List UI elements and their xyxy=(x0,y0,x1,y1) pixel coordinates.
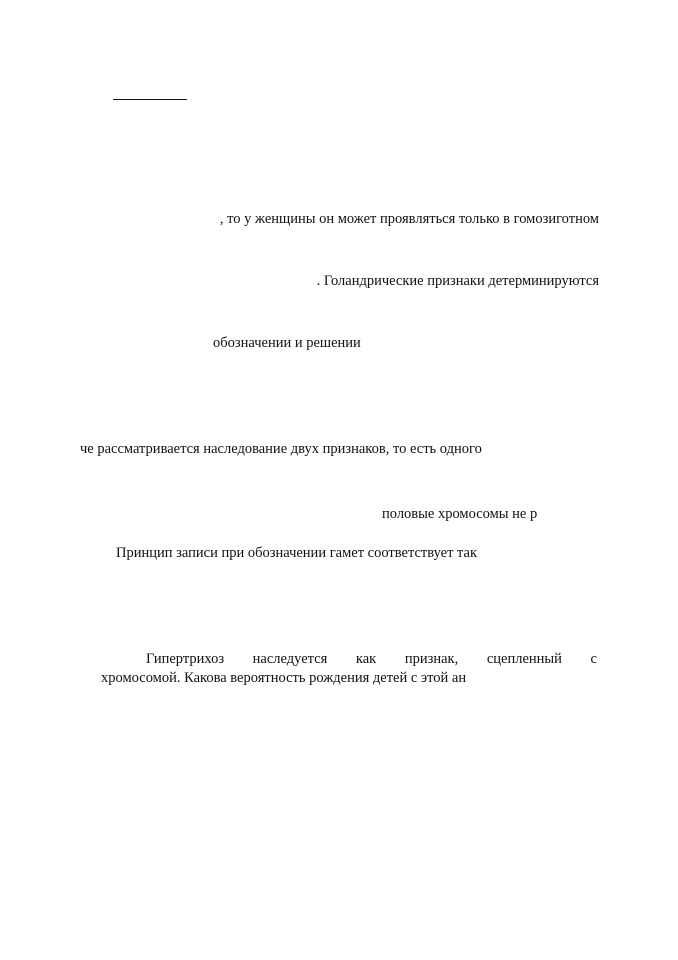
text-line-1: , то у женщины он может проявляться только в гомозиготном xyxy=(219,211,599,227)
header-underline xyxy=(113,99,187,100)
text-line-6: Принцип записи при обозначении гамет соответствует так xyxy=(116,545,478,561)
text-line-4: че рассматривается наследование двух признаков, то есть одного xyxy=(80,441,482,457)
text-line-3: обозначении и решении xyxy=(213,335,361,351)
text-line-2: . Голандрические признаки детерминируются xyxy=(316,273,599,289)
text-line-7: Гипертрихоз наследуется как признак, сцепленный с xyxy=(146,651,597,667)
text-line-5: половые хромосомы не р xyxy=(382,506,538,522)
text-line-8: хромосомой. Какова вероятность рождения детей с этой ан xyxy=(101,670,467,686)
